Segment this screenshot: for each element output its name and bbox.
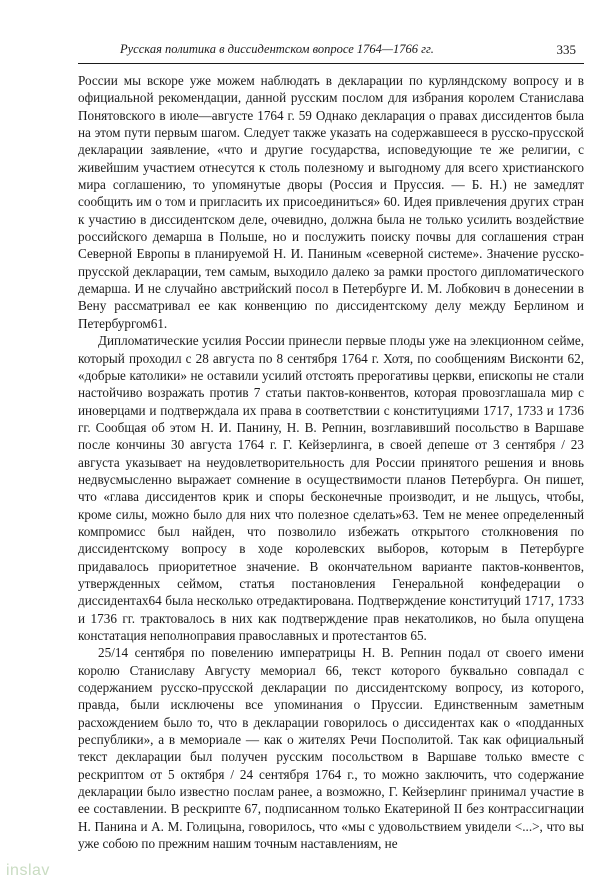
body-text (78, 72, 584, 852)
paragraph-2: Дипломатические усилия России принесли первые плоды уже на элекционном сейме, который проходил с 28 августа по 8 сентября 1764 г. Хотя, по сообщениям Висконти 62, «добрые католики» не оставили усилий отстоять прерогативы церкви, епископы не стали настойчиво возражать против 7 статьи пактов-конвентов, которая провозглашала мир с иноверцами и подтверждала их права в соответствии с конституциями 1717, 1733 и 1736 гг. Сообщая об этом Н. И. Панину, Н. В. Репнин, возглавивший посольство в Варшаве после кончины 30 августа 1764 г. Г. Кейзерлинга, в своей депеше от 3 сентября / 23 августа указывает на неудовлетворительность для России принятого решения и вновь недвусмысленно выражает сомнение в осуществимости планов Петербурга. Он пишет, что «глава диссидентов крик и споры бесконечные производит, и не льщусь, чтобы, кроме силы, можно было для них что полезное сделать»63. Тем не менее определенный компромисс был найден, что позволило избежать открытого столкновения по диссидентскому вопросу в ходе королевских выборов, которым в Петербурге придавалось приоритетное значение. В окончательном варианте пактов-конвентов, утвержденных сеймом, статья постановления Генеральной конфедерации о диссидентах64 была несколько отредактирована. Подтверждение конституций 1717, 1733 и 1736 гг. трактовалось в них как подтверждение прав некатоликов, но была опущена констатация неполноправия православных и протестантов 65. (78, 333, 584, 643)
watermark: inslav (6, 862, 50, 879)
page-header (78, 30, 584, 64)
page-number: 335 (556, 42, 576, 57)
paragraph-3: 25/14 сентября по повелению императрицы Н. В. Репнин подал от своего имени королю Станиславу Августу мемориал 66, текст которого буквально совпадал с содержанием русско-прусской декларации по диссидентскому вопросу, из которого, правда, были исключены все упоминания о Пруссии. Единственным заметным расхождением было то, что в декларации говорилось о диссидентах как о «подданных республики», а в мемориале — как о жителях Речи Посполитой. Так как официальный текст декларации был получен русским посольством в Варшаве только вместе с рескриптом от 5 октября / 24 сентября 1764 г., то можно заключить, что содержание декларации было известно послам ранее, а возможно, Г. Кейзерлинг принимал участие в ее составлении. В рескрипте 67, подписанном только Екатериной II без контрассигнации Н. Панина и А. М. Голицына, говорилось, что «мы с удовольствием увидели <...>, что вы уже собою по прежним нашим точным наставлениям, не (78, 645, 584, 852)
running-title: Русская политика в диссидентском вопросе 1764—1766 гг. (120, 42, 434, 56)
header-rule (78, 63, 584, 64)
paragraph-1: России мы вскоре уже можем наблюдать в декларации по курляндскому вопросу и в официальной рекомендации, данной русским послом для избрания королем Станислава Понятовского в июле—августе 1764 г. 59 Однако декларация о правах диссидентов была на этом пути первым шагом. Следует также указать на содержавшееся в русско-прусской декларации заявление, «что и другие государства, исповедующие те же религии, с живейшим участием отнесутся к столь полезному и выгодному для всего христианского мира соглашению, то упомянутые дворы (Россия и Пруссия. — Б. Н.) не замедлят сообщить им о том и пригласить их присоединиться» 60. Идея привлечения других стран к участию в диссидентском деле, очевидно, должна была не только усилить воздействие российского демарша в Польше, но и послужить поиску почвы для соглашения стран Северной Европы в планируемой Н. И. Паниным «северной системе». Значение русско-прусской декларации, тем самым, выходило далеко за рамки простого дипломатического демарша. И не случайно австрийский посол в Петербурге И. М. Лобкович в донесении в Вену рассматривал ее как конвенцию по диссидентскому делу между Берлином и Петербургом61. (78, 73, 584, 331)
